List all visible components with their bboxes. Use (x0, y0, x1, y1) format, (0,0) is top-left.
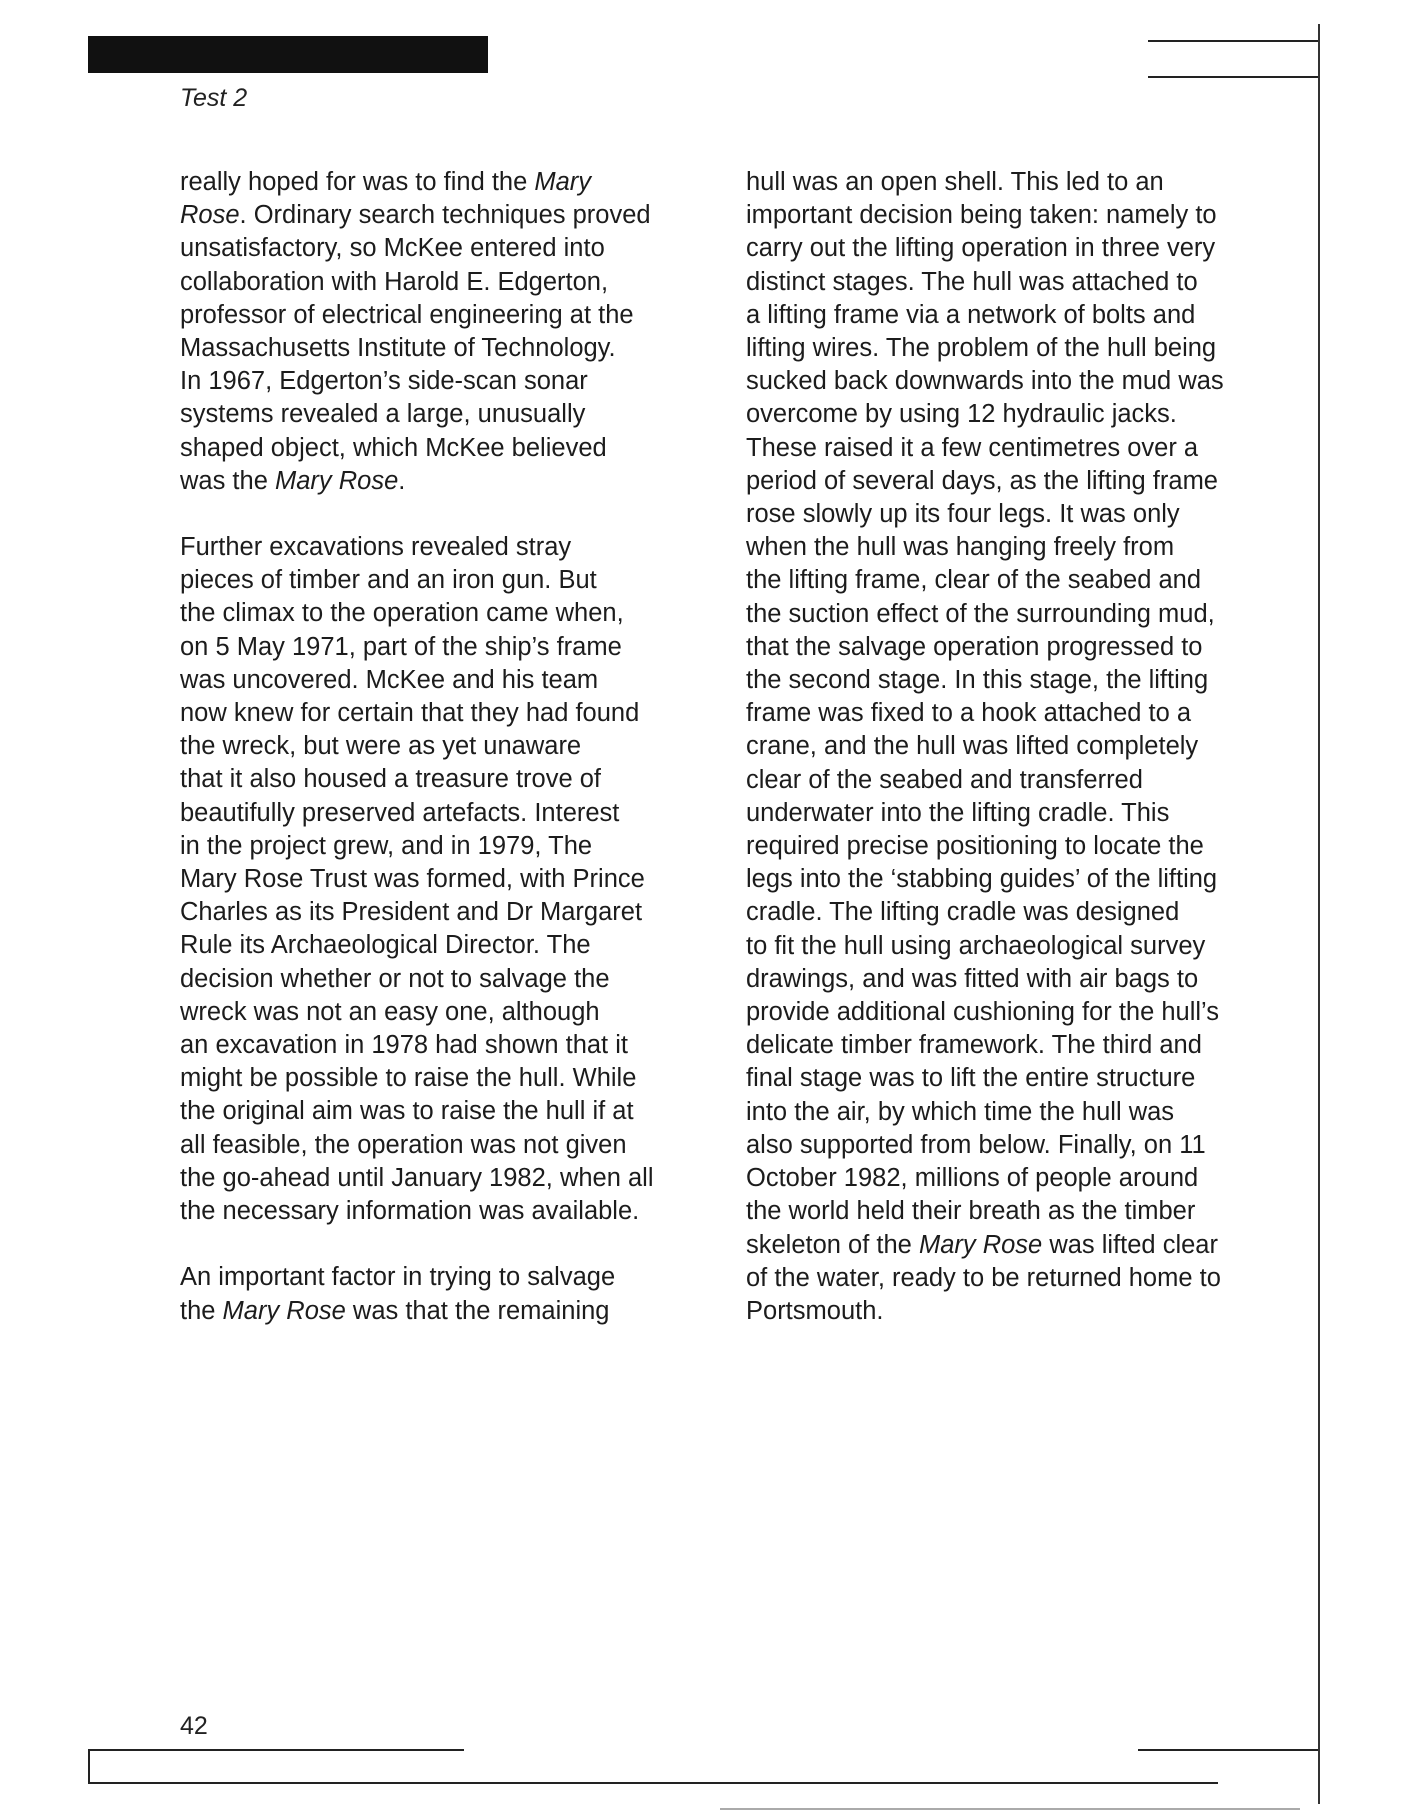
text-run: . Ordinary search techniques proved unsatisfactory, so McKee entered into collaboration with Harold E. Edgerton, professor of electrical engineering at the Massachusetts Institute of Technology. In 1967, Edgerton’s side-scan sonar systems revealed a large, unusually shaped object, which McKee believed was the (180, 201, 651, 495)
footer-rule-upper (88, 1749, 464, 1751)
text-run: was lifted clear of the water, ready to be returned home to Portsmouth. (746, 1230, 1221, 1325)
footer-rule-lower (88, 1782, 1218, 1784)
top-right-rule (1148, 40, 1318, 42)
body-paragraph (180, 531, 700, 1228)
test-label: Test 2 (180, 84, 248, 112)
right-margin-line (1318, 24, 1320, 1804)
italic-run: Mary Rose (180, 168, 592, 230)
top-right-rule-lower (1148, 76, 1318, 78)
text-run: An important factor in trying to salvage the (180, 1263, 616, 1325)
text-run: was that the remaining (345, 1296, 610, 1325)
text-run: . (398, 466, 406, 495)
left-column (180, 166, 700, 1361)
text-run: really hoped for was to find the (180, 168, 535, 196)
text-run: hull was an open shell. This led to an important decision being taken: namely to carry out the lifting operation in three very distinct stages. The hull was attached to a lifting frame via a network of bolts and lifting wires. The problem of the hull being sucked back downwards into the mud was overcome by using 12 hydraulic jacks. These raised it a few centimetres over a period of several days, as the lifting frame rose slowly up its four legs. It was only when the hull was hanging freely from the lifting frame, clear of the seabed and the suction effect of the surrounding mud, that the salvage operation progressed to the second stage. In this stage, the lifting frame was fixed to a hook attached to a crane, and the hull was lifted completely clear of the seabed and transferred underwater into the lifting cradle. This required precise positioning to locate the legs into the ‘stabbing guides’ of the lifting cradle. The lifting cradle was designed to fit the hull using archaeological survey drawings, and was fitted with air bags to provide additional cushioning for the hull’s delicate timber framework. The third and final stage was to lift the entire structure into the air, by which time the hull was also supported from below. Finally, on 11 October 1982, millions of people around the world held their breath as the timber skeleton of the (746, 168, 1224, 1259)
text-run: Further excavations revealed stray pieces of timber and an iron gun. But the climax to the operation came when, on 5 May 1971, part of the ship’s frame was uncovered. McKee and his team now knew for certain that they had found the wreck, but were as yet unaware that it also housed a treasure trove of beautifully preserved artefacts. Interest in the project grew, and in 1979, The Mary Rose Trust was formed, with Prince Charles as its President and Dr Margaret Rule its Archaeological Director. The decision whether or not to salvage the wreck was not an easy one, although an excavation in 1978 had shown that it might be possible to raise the hull. While the original aim was to raise the hull if at all feasible, the operation was not given the go-ahead until January 1982, when all the necessary information was available. (180, 533, 654, 1226)
body-paragraph (180, 1261, 700, 1327)
scan-artifact-line (720, 1808, 1300, 1810)
italic-run: Mary Rose (222, 1296, 346, 1325)
header-redaction-bar (88, 36, 488, 73)
footer-rule-left-edge (88, 1749, 90, 1783)
right-column (746, 166, 1276, 1361)
page-number: 42 (180, 1712, 208, 1740)
italic-run: Mary Rose (274, 466, 399, 495)
footer-rule-right (1138, 1749, 1318, 1751)
body-paragraph (746, 166, 1276, 1328)
body-paragraph (180, 166, 700, 498)
italic-run: Mary Rose (918, 1230, 1043, 1259)
